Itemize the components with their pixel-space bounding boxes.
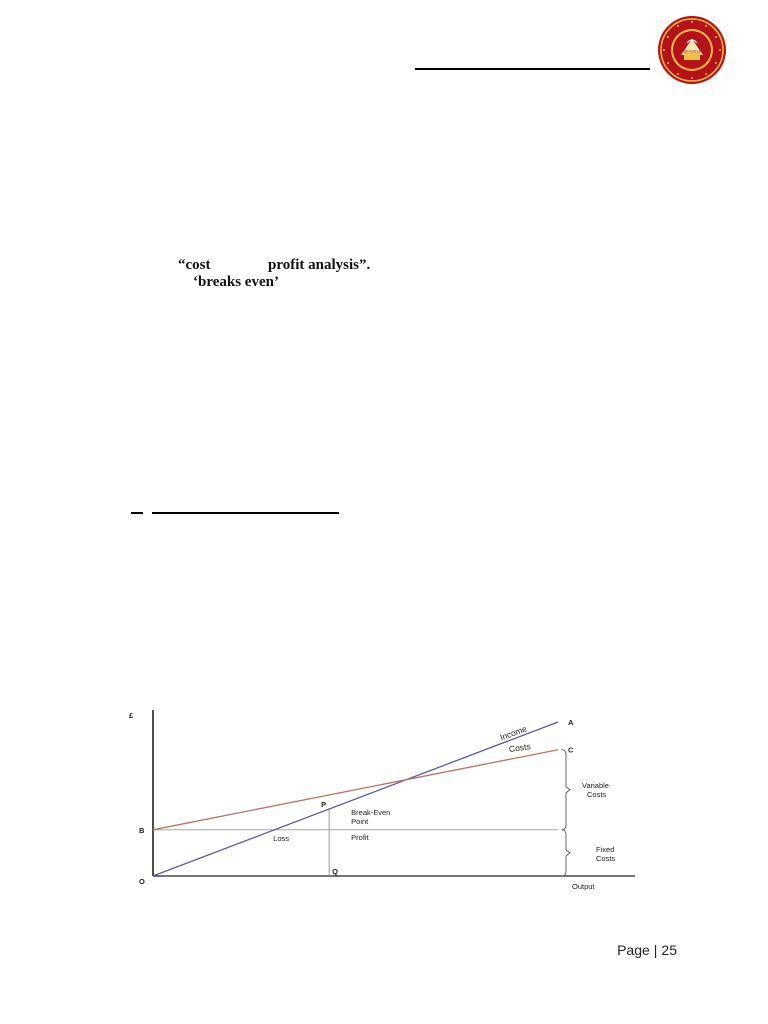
page-separator: | <box>653 942 658 958</box>
annotation-variable-costs-line1: Variable <box>582 780 609 790</box>
page-footer <box>617 942 677 958</box>
annotation-fixed-costs-line1: Fixed <box>596 844 615 854</box>
svg-text:DHVSU: DHVSU <box>684 49 700 54</box>
point-label-cost-end: C <box>568 745 574 755</box>
university-seal <box>657 15 727 85</box>
quote-cost: “cost <box>178 257 211 273</box>
point-label-income-end: A <box>568 718 574 727</box>
point-label-origin: O <box>139 877 145 886</box>
annotation-loss: Loss <box>273 833 290 843</box>
seal-logo <box>657 15 727 85</box>
annotation-fixed-costs-line2: Costs <box>596 853 616 863</box>
y-axis-label: £ <box>129 711 134 720</box>
series-label-income: Income <box>498 723 529 743</box>
point-label-break-even: P <box>321 800 327 810</box>
annotation-break-even-line2: Point <box>351 817 369 827</box>
fixed-costs-brace <box>562 830 570 876</box>
annotation-profit: Profit <box>351 832 369 842</box>
quote-breaks-even: ‘breaks even’ <box>193 274 279 290</box>
variable-costs-brace <box>562 750 570 830</box>
header-rule <box>415 68 650 70</box>
point-label-fixed: B <box>139 825 145 835</box>
section-underline <box>152 512 339 514</box>
break-even-chart <box>125 700 645 895</box>
series-label-costs: Costs <box>508 741 532 755</box>
annotation-variable-costs-line2: Costs <box>587 789 607 799</box>
page-label: Page <box>617 942 650 958</box>
x-axis-label: Output <box>572 882 595 891</box>
section-dash <box>131 512 143 514</box>
series-line-income <box>153 722 558 876</box>
quote-profit-analysis: profit analysis”. <box>268 257 371 273</box>
page-number: 25 <box>661 942 677 958</box>
annotation-break-even-line1: Break-Even <box>351 808 391 818</box>
point-label-q: Q <box>332 867 339 876</box>
